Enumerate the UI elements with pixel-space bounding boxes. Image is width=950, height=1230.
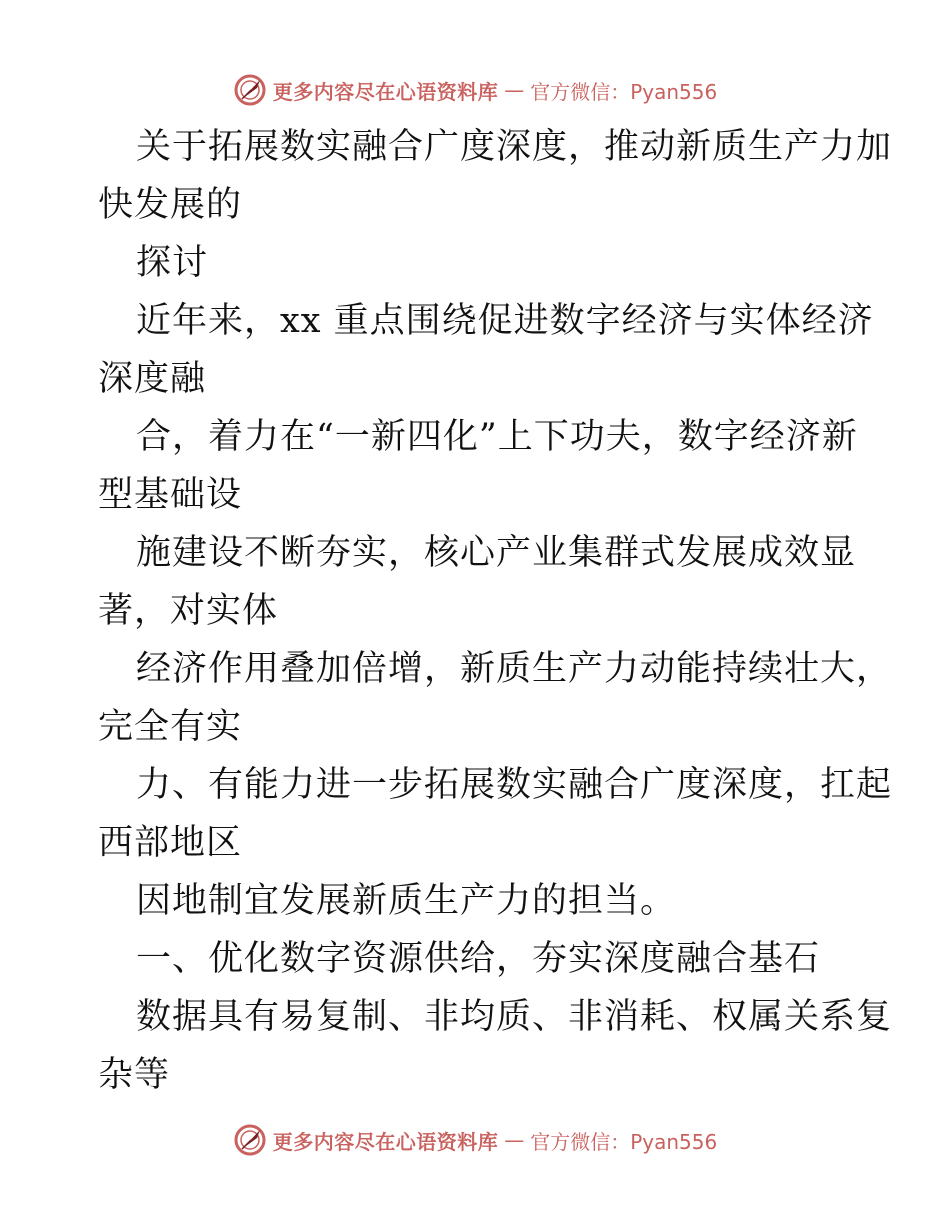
- section-heading: 一、优化数字资源供给，夯实深度融合基石: [136, 939, 821, 979]
- header-banner: [0, 70, 950, 110]
- document-body: [98, 118, 893, 1104]
- doc-line: 型基础设: [98, 475, 243, 515]
- doc-line-title-3: 探讨: [136, 243, 209, 283]
- header-banner-text: 更多内容尽在心语资料库: [272, 79, 499, 104]
- footer-banner: [0, 1120, 950, 1160]
- doc-line: 数据具有易复制、非均质、非消耗、权属关系复: [136, 997, 893, 1037]
- doc-line: 著，对实体: [98, 591, 279, 631]
- doc-line: 深度融: [98, 359, 207, 399]
- doc-line: 杂等: [98, 1055, 171, 1095]
- header-banner-separator: —: [504, 78, 525, 102]
- header-banner-contact: 官方微信：Pyan556: [530, 79, 718, 104]
- doc-line: 经济作用叠加倍增，新质生产力动能持续壮大，: [136, 649, 893, 689]
- doc-line: 近年来，xx 重点围绕促进数字经济与实体经济: [136, 301, 874, 341]
- doc-line-title-1: 关于拓展数实融合广度深度，推动新质生产力加: [136, 127, 893, 167]
- doc-line: 完全有实: [98, 707, 243, 747]
- footer-banner-text: 更多内容尽在心语资料库: [272, 1129, 499, 1154]
- header-banner-inner: [233, 73, 718, 107]
- footer-banner-inner: [233, 1123, 718, 1157]
- doc-line: 力、有能力进一步拓展数实融合广度深度，扛起: [136, 765, 893, 805]
- doc-line-title-2: 快发展的: [98, 185, 243, 225]
- quill-logo-icon: [233, 73, 267, 107]
- footer-banner-separator: —: [504, 1128, 525, 1152]
- doc-line: 施建设不断夯实，核心产业集群式发展成效显: [136, 533, 857, 573]
- doc-line: 合，着力在“一新四化”上下功夫，数字经济新: [136, 417, 858, 457]
- doc-line: 因地制宜发展新质生产力的担当。: [136, 881, 677, 921]
- quill-logo-icon: [233, 1123, 267, 1157]
- footer-banner-contact: 官方微信：Pyan556: [530, 1129, 718, 1154]
- doc-line: 西部地区: [98, 823, 243, 863]
